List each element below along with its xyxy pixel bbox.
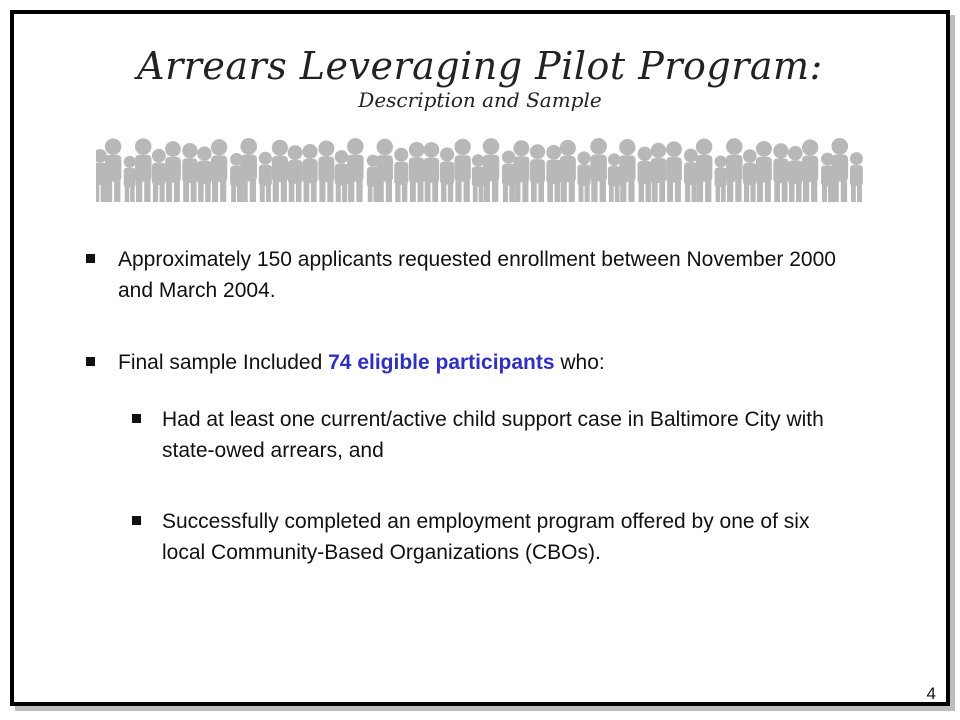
bullet-text-before: Final sample Included (118, 351, 329, 374)
slide-subtitle: Description and Sample (358, 88, 602, 112)
bullet-marker-icon (86, 254, 95, 263)
sub-bullet-item (132, 506, 852, 568)
bullet-marker-icon (132, 414, 141, 423)
sub-bullet-item (132, 404, 852, 466)
bullet-text (86, 347, 846, 378)
bullet-text: Approximately 150 applicants requested enrollment between November 2000 and March 2004. (118, 248, 836, 302)
bullet-item (86, 244, 846, 306)
bullet-item (86, 347, 846, 378)
highlight-text: 74 eligible participants (328, 351, 555, 374)
page-number: 4 (926, 684, 936, 703)
crowd-silhouette-icon (96, 136, 864, 202)
slide-title: Arrears Leveraging Pilot Program: (137, 44, 823, 88)
bullet-text: Successfully completed an employment program offered by one of six local Community-Based Organizations (CBOs). (162, 510, 810, 564)
bullet-marker-icon (86, 357, 95, 366)
bullet-text-after: who: (554, 351, 605, 374)
bullet-marker-icon (132, 516, 141, 525)
bullet-text: Had at least one current/active child support case in Baltimore City with state-owed arrears, and (162, 408, 824, 462)
